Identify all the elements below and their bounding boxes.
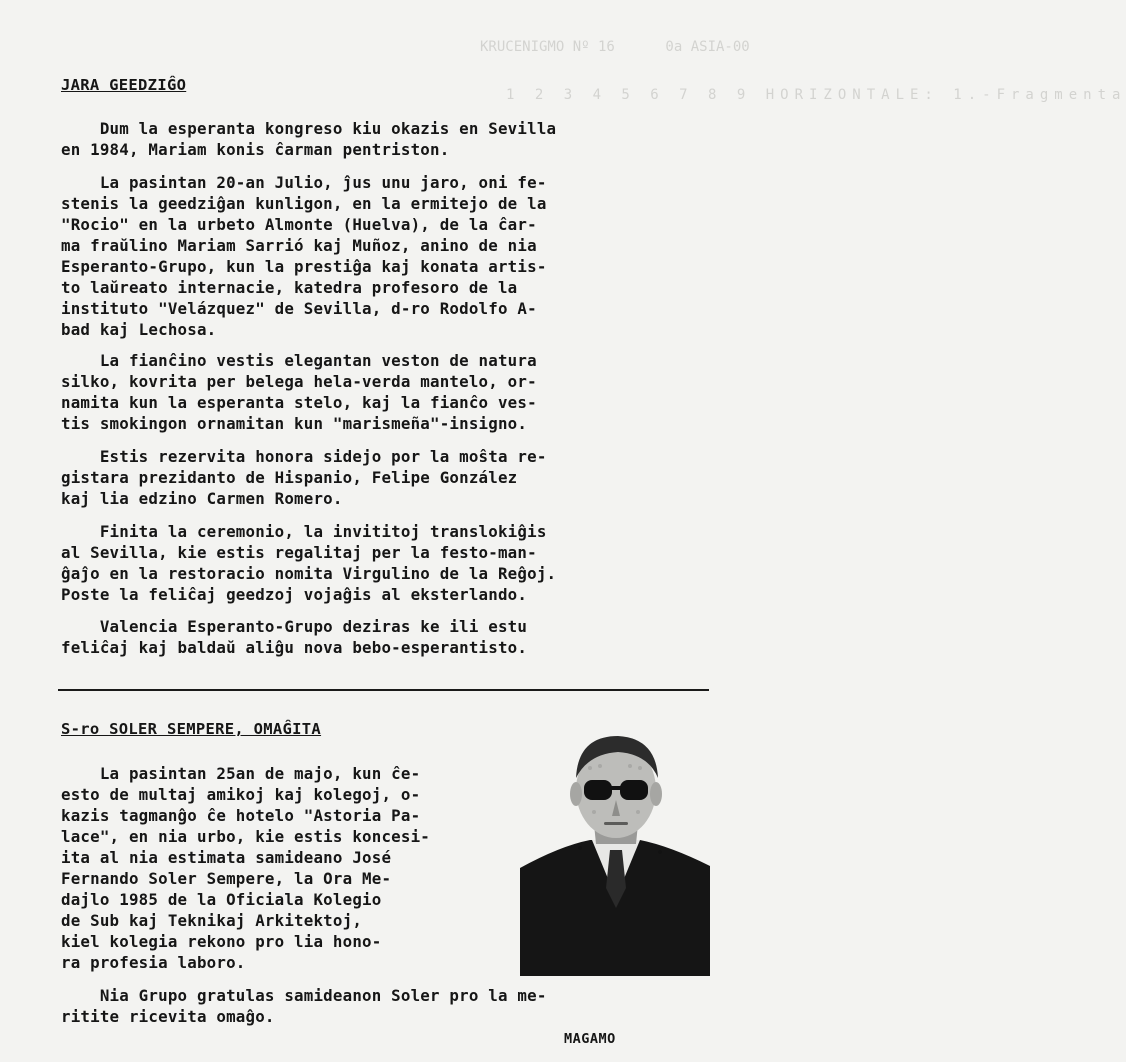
article-1-paragraph: Finita la ceremonio, la invititoj translokiĝis al Sevilla, kie estis regalitaj per la festo-man- ĝaĵo en la restoracio nomita Virgulino de la Reĝoj. Poste la feliĉaj geedzoj vojaĝis al eksterlando. — [61, 522, 557, 604]
bleed-through-number-row: 1 2 3 4 5 6 7 8 9 HORIZONTALE: 1.-Fragmenta — [506, 87, 1126, 103]
article-1-title: JARA GEEDZIĜO — [61, 76, 187, 94]
article-2-paragraph: La pasintan 25an de majo, kun ĉe- esto de multaj amikoj kaj kolegoj, o- kazis tagmanĝo ĉe hotelo "Astoria Pa- lace", en nia urbo, kie estis koncesi- ita al nia estimata samideano José Fernando Soler Sempere, la Ora Me- dajlo 1985 de la Oficiala Kolegio de Sub kaj Teknikaj Arkitektoj, kiel kolegia rekono pro lia hono- ra profesia laboro. — [61, 764, 430, 972]
article-1-paragraph: Valencia Esperanto-Grupo deziras ke ili estu feliĉaj kaj baldaŭ aliĝu nova bebo-esperantisto. — [61, 617, 528, 657]
article-1-paragraph: Estis rezervita honora sidejo por la moŝta re- gistara prezidanto de Hispanio, Felipe González kaj lia edzino Carmen Romero. — [61, 447, 547, 508]
section-divider — [58, 689, 709, 691]
portrait-photo — [520, 728, 710, 976]
article-2-closing: Nia Grupo gratulas samideanon Soler pro la me- ritite ricevita omaĝo. — [61, 986, 547, 1026]
author-signature: MAGAMO — [564, 1031, 616, 1047]
article-1-paragraph: La pasintan 20-an Julio, ĵus unu jaro, oni fe- stenis la geedziĝan kunligon, en la ermitejo de la "Rocio" en la urbeto Almonte (Huelva), de la ĉar- ma fraŭlino Mariam Sarrió kaj Muñoz, anino de nia Esperanto-Grupo, kun la prestiĝa kaj konata artis- to laŭreato internacie, katedra profesoro de la instituto "Velázquez" de Sevilla, d-ro Rodolfo A- bad kaj Lechosa. — [61, 173, 547, 339]
article-1-paragraph: Dum la esperanta kongreso kiu okazis en Sevilla en 1984, Mariam konis ĉarman pentriston. — [61, 119, 557, 159]
article-1-paragraph: La fianĉino vestis elegantan veston de natura silko, kovrita per belega hela-verda mantelo, or- namita kun la esperanta stelo, kaj la fianĉo ves- tis smokingon ornamitan kun "marismeña"-insigno. — [61, 351, 537, 433]
bleed-through-header: KRUCENIGMO Nº 16 0a ASIA-00 — [480, 39, 750, 55]
article-2-title: S-ro SOLER SEMPERE, OMAĜITA — [61, 720, 322, 738]
